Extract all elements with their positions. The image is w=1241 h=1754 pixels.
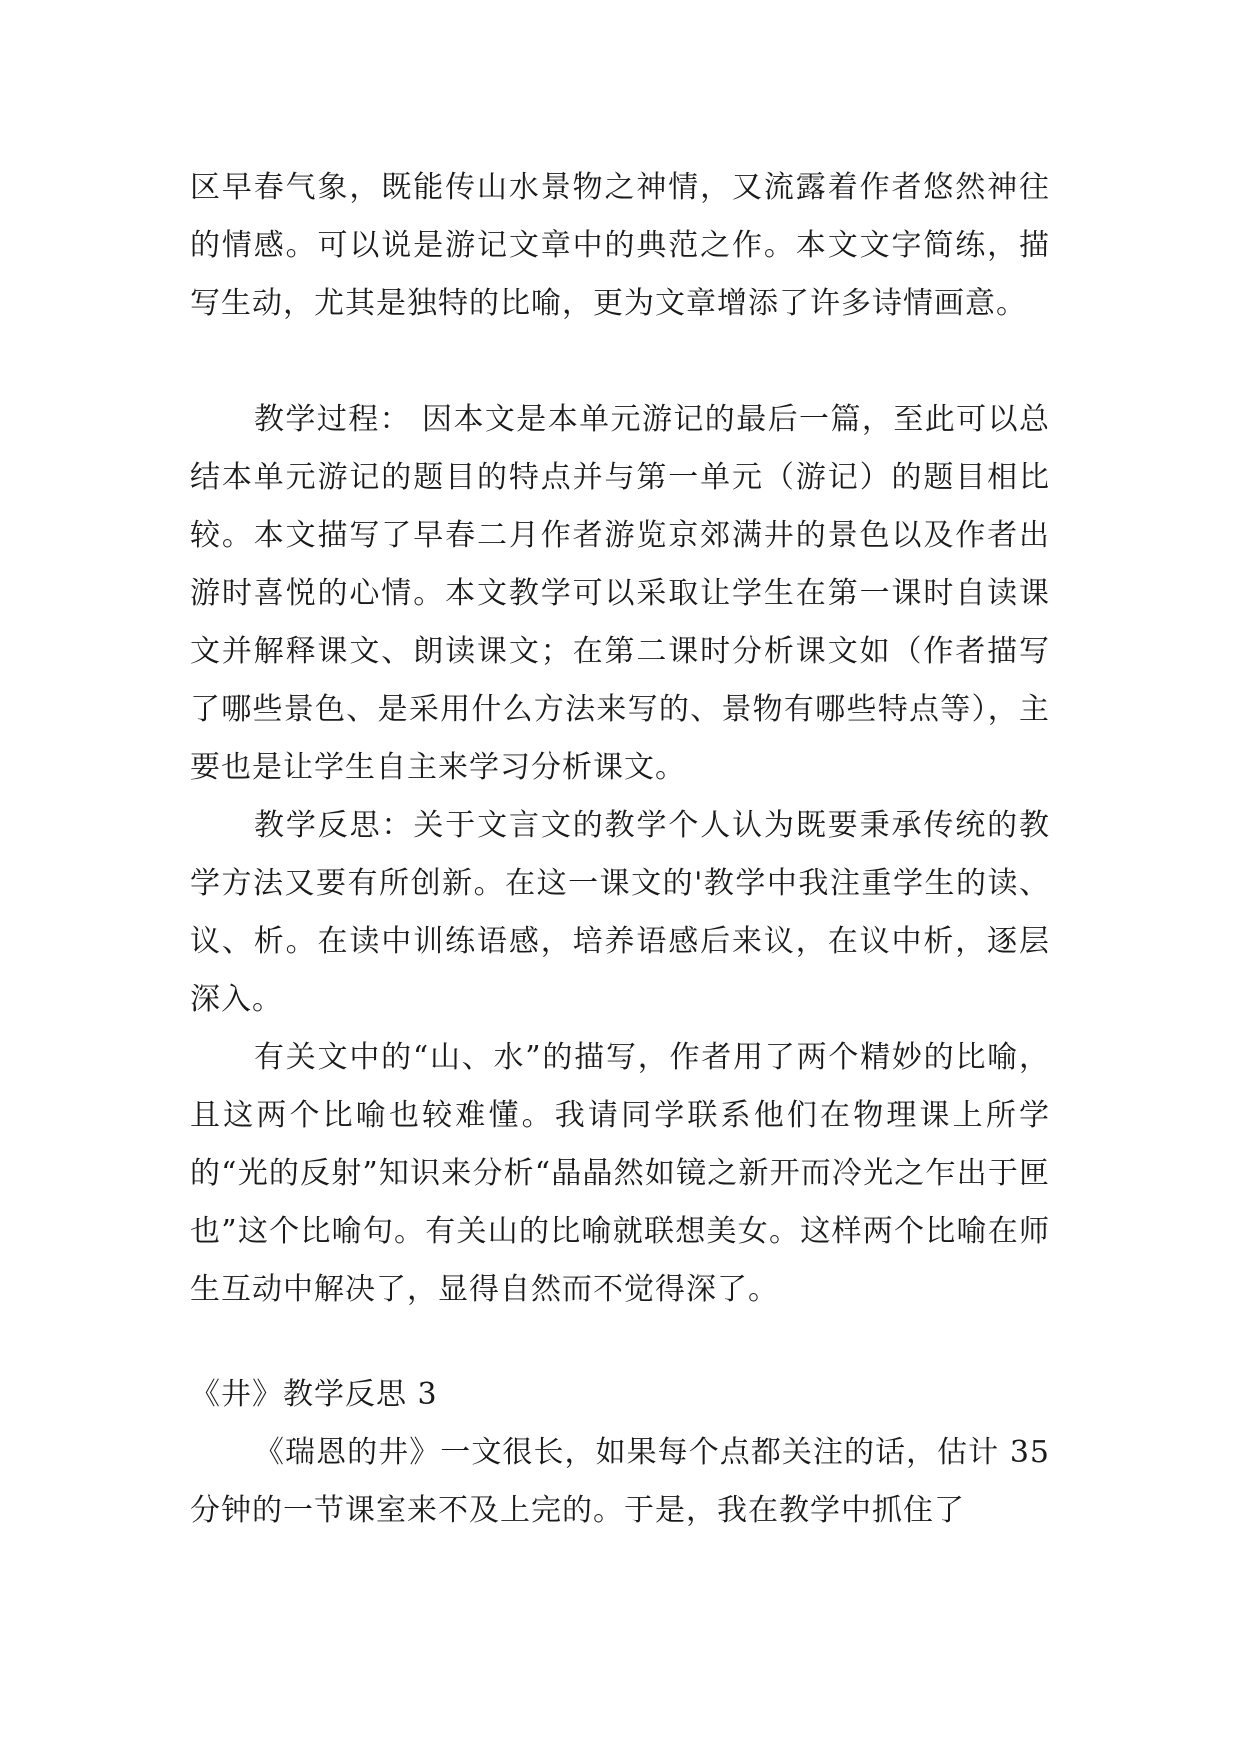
body-paragraph-4: 有关文中的“山、水”的描写，作者用了两个精妙的比喻，且这两个比喻也较难懂。我请同学联系他们在物理课上所学的“光的反射”知识来分析“晶晶然如镜之新开而冷光之乍出于匣也”这个比喻句。有关山的比喻就联想美女。这样两个比喻在师生互动中解决了，显得自然而不觉得深了。	[190, 1040, 1050, 1307]
body-paragraph-1: 区早春气象，既能传山水景物之神情，又流露着作者悠然神往的情感。可以说是游记文章中的典范之作。本文文字简练，描写生动，尤其是独特的比喻，更为文章增添了许多诗情画意。	[190, 170, 1050, 321]
body-paragraph-2: 教学过程： 因本文是本单元游记的最后一篇，至此可以总结本单元游记的题目的特点并与第一单元（游记）的题目相比较。本文描写了早春二月作者游览京郊满井的景色以及作者出游时喜悦的心情。本文教学可以采取让学生在第一课时自读课文并解释课文、朗读课文；在第二课时分析课文如（作者描写了哪些景色、是采用什么方法来写的、景物有哪些特点等），主要也是让学生自主来学习分析课文。	[190, 402, 1050, 785]
section-heading: 《井》教学反思 3	[190, 1377, 438, 1412]
body-paragraph-3: 教学反思：关于文言文的教学个人认为既要秉承传统的教学方法又要有所创新。在这一课文的'教学中我注重学生的读、议、析。在读中训练语感，培养语感后来议，在议中析，逐层深入。	[190, 808, 1050, 1017]
section-paragraph: 《瑞恩的井》一文很长，如果每个点都关注的话，估计 35 分钟的一节课室来不及上完的。于是，我在教学中抓住了	[190, 1435, 1050, 1528]
